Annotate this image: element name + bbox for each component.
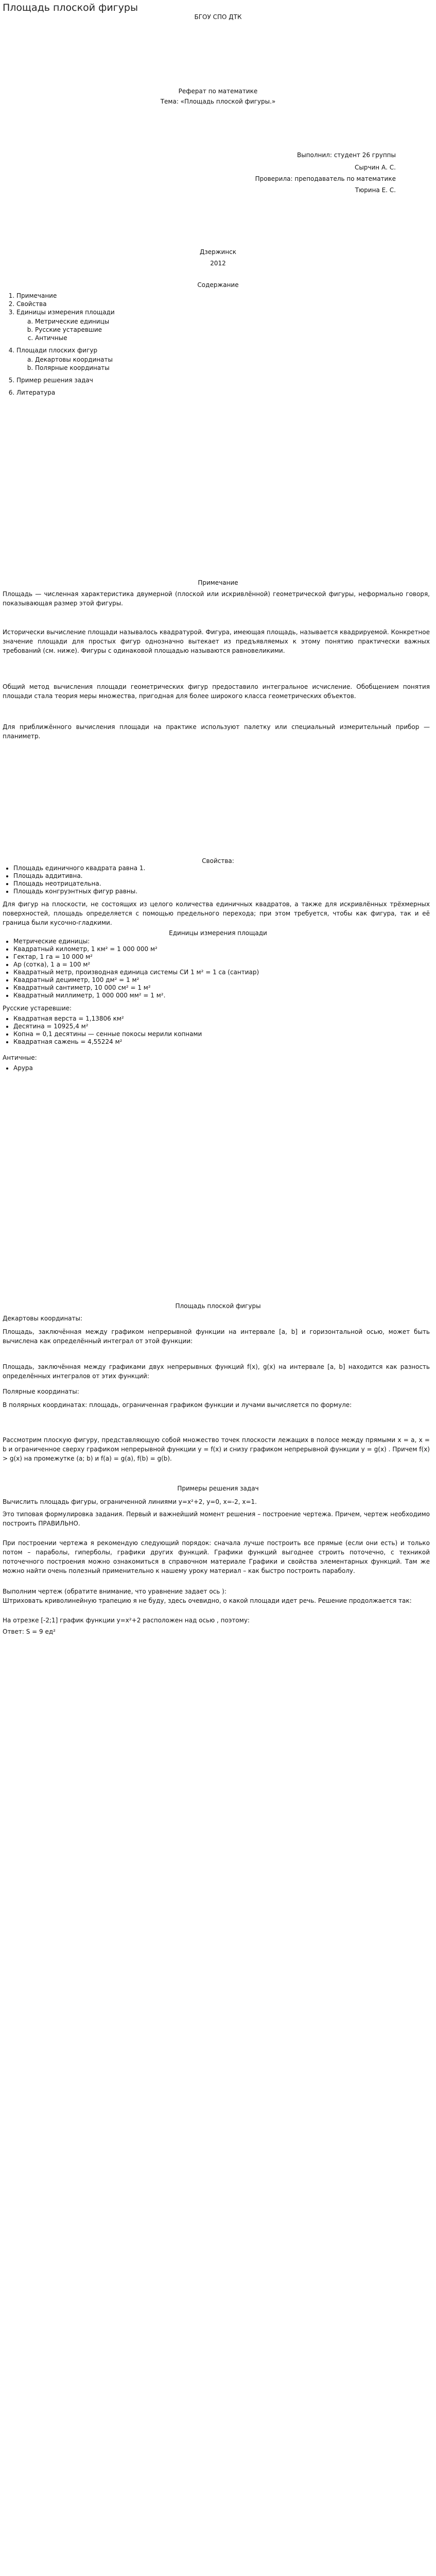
toc-item: 1. Примечание [16, 292, 115, 300]
list-item: • Метрические единицы: [13, 938, 259, 945]
props-list [4, 865, 145, 895]
toc-subitem: a. Метрические единицы [35, 317, 115, 326]
polar-paragraph: В полярных координатах: площадь, ограниченная графиком функции и лучами вычисляется по формуле: [3, 1401, 352, 1409]
list-item: • Площадь неотрицательна. [13, 880, 145, 888]
list-item: • Квадратная сажень = 4,55224 м² [13, 1038, 202, 1046]
toc-item [16, 346, 115, 372]
list-item: • Квадратная верста = 1,13806 км² [13, 1015, 202, 1023]
units-russian-list [4, 1015, 202, 1046]
year: 2012 [210, 260, 226, 267]
list-item: • Гектар, 1 га = 10 000 м² [13, 953, 259, 961]
example-paragraph: Штриховать криволинейную трапецию я не буду, здесь очевидно, о какой площади идет речь. Решение продолжается так: [3, 1597, 412, 1604]
list-item: • Квадратный километр, 1 км² = 1 000 000 м² [13, 945, 259, 953]
toc-item: 6. Литература [16, 388, 115, 397]
cartesian-paragraph: Площадь, заключённая между графиками двух непрерывных функций f(x), g(x) на интервале [a, b] находится как разность определённых интегралов от этих функций: [3, 1363, 430, 1380]
toc-subitem: b. Русские устаревшие [35, 326, 115, 334]
antique-units-heading: Античные: [3, 1054, 37, 1061]
units-metric-list [4, 938, 259, 999]
list-item: • Квадратный дециметр, 100 дм² = 1 м² [13, 976, 259, 984]
list-item: • Десятина = 10925,4 м² [13, 1023, 202, 1030]
toc-item-label: Площади плоских фигур [16, 347, 98, 354]
author-label: Выполнил: студент 26 группы [297, 151, 396, 159]
note-paragraph: Площадь — численная характеристика двумерной (плоской или искривлённой) геометрической фигуры, неформально говоря, показывающая размер этой фигуры. [3, 590, 430, 607]
list-item: • Ар (сотка), 1 а = 100 м² [13, 961, 259, 969]
list-item: • Арура [13, 1064, 33, 1072]
checker-name: Тюрина Е. С. [355, 187, 396, 194]
list-item: • Квадратный сантиметр, 10 000 см² = 1 м² [13, 984, 259, 992]
polar-heading: Полярные координаты: [3, 1388, 79, 1395]
props-paragraph: Для фигур на плоскости, не состоящих из целого количества единичных квадратов, а также для искривлённых трёхмерных поверхностей, площадь определяется с помощью предельного перехода; при этом требуется, чтобы как фигура, так и её граница были кусочно-гладкими. [3, 901, 430, 926]
list-item: • Квадратный миллиметр, 1 000 000 мм² = 1 м². [13, 992, 259, 999]
russian-units-heading: Русские устаревшие: [3, 1005, 72, 1012]
areas-heading: Площадь плоской фигуры [175, 1302, 261, 1310]
example-paragraph: Это типовая формулировка задания. Первый и важнейший момент решения – построение чертежа. Причем, чертеж необходимо построить ПРАВИЛЬНО. [3, 1511, 430, 1527]
toc-subitem: c. Античные [35, 334, 115, 342]
toc-subitem: b. Полярные координаты [35, 364, 115, 372]
note-paragraph: Исторически вычисление площади называлось квадратурой. Фигура, имеющая площадь, называется квадрируемой. Конкретное значение площади для простых фигур однозначно вытекает из предъявляемых к этому понятию практически важных требований (см. ниже). Фигуры с одинаковой площадью называются равновеликими. [3, 629, 430, 654]
report-topic: Тема: «Площадь плоской фигуры.» [160, 98, 276, 105]
toc-subitem: a. Декартовы координаты [35, 355, 115, 364]
cartesian-paragraph: Площадь, заключённая между графиком непрерывной функции на интервале [a, b] и горизонтальной осью, может быть вычислена как определённый интеграл от этой функции: [3, 1328, 430, 1345]
list-item: • Площадь аддитивна. [13, 872, 145, 880]
cartesian-heading: Декартовы координаты: [3, 1315, 83, 1322]
note-paragraph: Для приближённого вычисления площади на практике используют палетку или специальный измерительный прибор — планиметр. [3, 723, 430, 740]
props-heading: Свойства: [202, 857, 234, 865]
units-antique-list [4, 1064, 33, 1072]
report-type: Реферат по математике [178, 88, 258, 95]
toc-item [16, 308, 115, 342]
curvilinear-paragraph: Рассмотрим плоскую фигуру, представляющую собой множество точек плоскости лежащих в полосе между прямыми x = a, x = b и ограниченное сверху графиком непрерывной функции y = f(x) и снизу графиком непрерывной функции y = g(x) . Причем f(x) > g(x) на промежутке (a; b) и f(a) = g(a), f(b) = g(b). [3, 1436, 430, 1462]
toc-item: 5. Пример решения задач [16, 376, 115, 384]
note-paragraph: Общий метод вычисления площади геометрических фигур предоставило интегральное исчисление. Обобщением понятия площади стала теория меры множества, пригодная для более широкого класса геометрических объектов. [3, 683, 430, 700]
example-paragraph: При построении чертежа я рекомендую следующий порядок: сначала лучше построить все прямые (если они есть) и только потом – параболы, гиперболы, графики других функций. Графики функций выгоднее строить поточечно, с техникой поточечного построения можно ознакомиться в справочном материале Графики и свойства элементарных функций. Там же можно найти очень полезный применительно к нашему уроку материал – как быстро построить параболу. [3, 1539, 430, 1574]
page-title: Площадь плоской фигуры [3, 2, 138, 13]
units-heading: Единицы измерения площади [169, 929, 267, 937]
task-statement: Вычислить площадь фигуры, ограниченной линиями y=x²+2, y=0, x=-2, x=1. [3, 1498, 257, 1505]
table-of-contents [5, 292, 115, 397]
list-item: • Квадратный метр, производная единица системы СИ 1 м² = 1 са (сантиар) [13, 969, 259, 976]
institution-name: БГОУ СПО ДТК [194, 13, 242, 21]
example-paragraph: На отрезке [-2;1] график функции y=x²+2 расположен над осью , поэтому: [3, 1617, 250, 1624]
note-heading: Примечание [198, 579, 238, 586]
toc-item: 2. Свойства [16, 300, 115, 308]
example-paragraph: Выполним чертеж (обратите внимание, что уравнение задает ось ): [3, 1588, 226, 1595]
list-item: • Копна = 0,1 десятины — сенные покосы мерили копнами [13, 1030, 202, 1038]
checker-label: Проверила: преподаватель по математике [255, 175, 396, 182]
toc-heading: Содержание [197, 281, 239, 289]
answer: Ответ: S = 9 ед² [3, 1628, 56, 1635]
author-name: Сырчин А. С. [354, 164, 396, 171]
city: Дзержинск [199, 248, 237, 256]
toc-item-label: Единицы измерения площади [16, 309, 115, 316]
list-item: • Площадь единичного квадрата равна 1. [13, 865, 145, 872]
list-item: • Площадь конгруэнтных фигур равны. [13, 888, 145, 895]
examples-heading: Примеры решения задач [177, 1485, 259, 1492]
